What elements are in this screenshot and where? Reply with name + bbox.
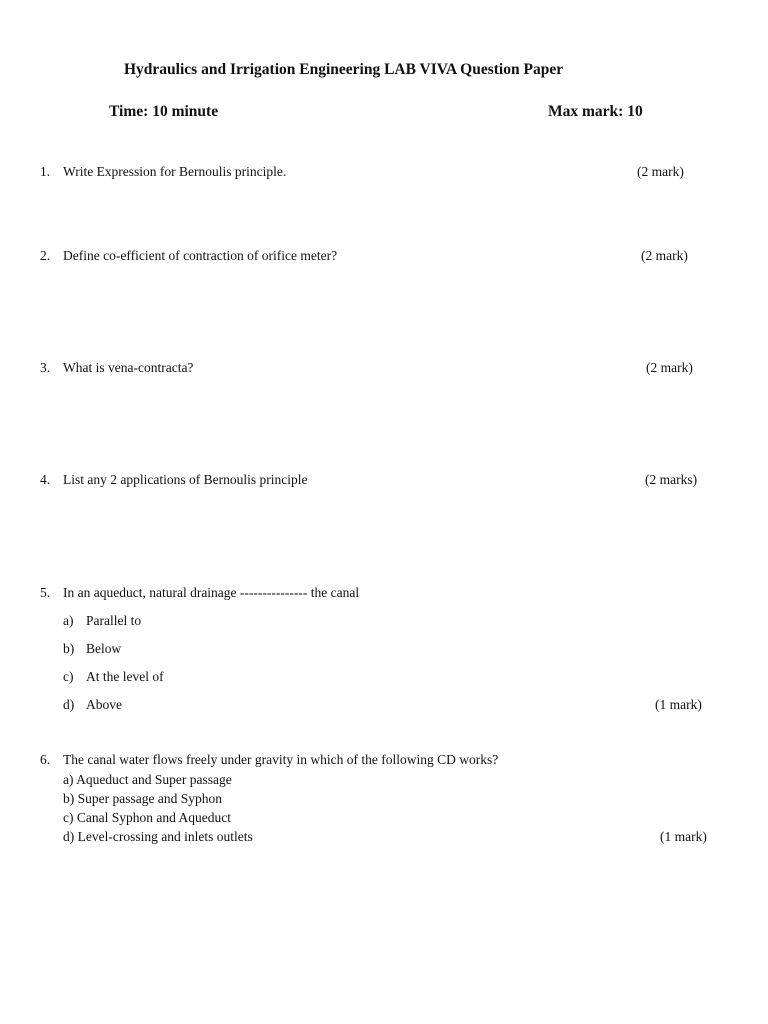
question-4-text: List any 2 applications of Bernoulis principle xyxy=(63,472,308,487)
question-2-number: 2. xyxy=(40,248,51,263)
option-text: Below xyxy=(86,641,122,656)
question-6-text: The canal water flows freely under gravity in which of the following CD works? xyxy=(63,752,499,767)
question-3-text: What is vena-contracta? xyxy=(63,360,194,375)
question-2-text: Define co-efficient of contraction of orifice meter? xyxy=(63,248,338,263)
question-1-text: Write Expression for Bernoulis principle. xyxy=(63,164,287,179)
paper-title: Hydraulics and Irrigation Engineering LAB VIVA Question Paper xyxy=(124,61,564,78)
option-label: b) xyxy=(63,641,75,656)
max-mark-label: Max mark: 10 xyxy=(548,103,643,120)
time-label: Time: 10 minute xyxy=(109,103,219,120)
question-3-marks: (2 mark) xyxy=(646,360,693,375)
option-line: b) Super passage and Syphon xyxy=(63,791,222,806)
question-4-marks: (2 marks) xyxy=(645,472,698,487)
option-label: a) xyxy=(63,613,74,628)
question-5-marks: (1 mark) xyxy=(655,697,702,712)
option-line: c) Canal Syphon and Aqueduct xyxy=(63,810,231,825)
question-1-marks: (2 mark) xyxy=(637,164,684,179)
question-3-number: 3. xyxy=(40,360,51,375)
option-line: d) Level-crossing and inlets outlets xyxy=(63,829,253,844)
question-6-number: 6. xyxy=(40,752,51,767)
option-text: Parallel to xyxy=(86,613,142,628)
question-1-number: 1. xyxy=(40,164,51,179)
question-6-marks: (1 mark) xyxy=(660,829,707,844)
question-2-marks: (2 mark) xyxy=(641,248,688,263)
question-5-text: In an aqueduct, natural drainage --------------- the canal xyxy=(63,585,360,600)
option-label: d) xyxy=(63,697,75,712)
option-line: a) Aqueduct and Super passage xyxy=(63,772,232,787)
option-text: At the level of xyxy=(86,669,164,684)
option-label: c) xyxy=(63,669,74,684)
question-4-number: 4. xyxy=(40,472,51,487)
option-text: Above xyxy=(86,697,122,712)
question-5-number: 5. xyxy=(40,585,51,600)
